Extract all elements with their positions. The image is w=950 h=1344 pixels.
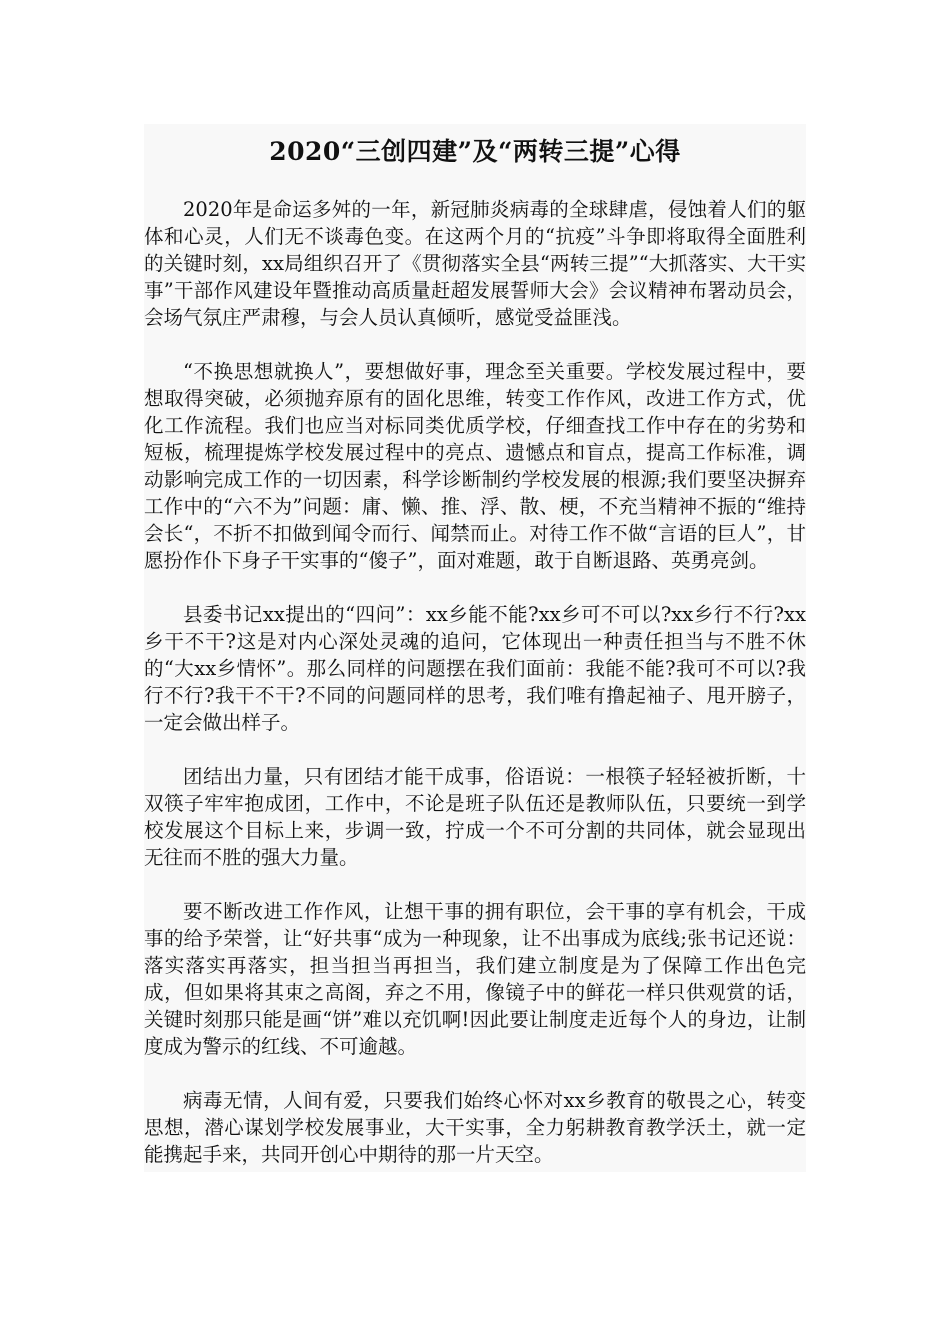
paragraph-1: 2020年是命运多舛的一年，新冠肺炎病毒的全球肆虐，侵蚀着人们的躯体和心灵，人们无不谈毒色变。在这两个月的“抗疫”斗争即将取得全面胜利的关键时刻，xx局组织召开了《贯彻落实全县“两转三提”“大抓落实、大干实事”干部作风建设年暨推动高质量赶超发展誓师大会》会议精神布署动员会，会场气氛庄严肃穆，与会人员认真倾听，感觉受益匪浅。 xyxy=(144,198,806,329)
paragraph-4: 团结出力量，只有团结才能干成事，俗语说：一根筷子轻轻被折断，十双筷子牢牢抱成团，工作中，不论是班子队伍还是教师队伍，只要统一到学校发展这个目标上来，步调一致，拧成一个不可分割的共同体，就会显现出无往而不胜的强大力量。 xyxy=(144,765,806,869)
document-page xyxy=(144,124,806,1172)
paragraph-2: “不换思想就换人”，要想做好事，理念至关重要。学校发展过程中，要想取得突破，必须抛弃原有的固化思维，转变工作作风，改进工作方式，优化工作流程。我们也应当对标同类优质学校，仔细查找工作中存在的劣势和短板，梳理提炼学校发展过程中的亮点、遗憾点和盲点，提高工作标准，调动影响完成工作的一切因素，科学诊断制约学校发展的根源;我们要坚决摒弃工作中的“六不为”问题：庸、懒、推、浮、散、梗，不充当精神不振的“维持会长“，不折不扣做到闻令而行、闻禁而止。对待工作不做“言语的巨人”，甘愿扮作仆下身子干实事的“傻子”，面对难题，敢于自断退路、英勇亮剑。 xyxy=(144,360,806,572)
paragraph-6: 病毒无情，人间有爱，只要我们始终心怀对xx乡教育的敬畏之心，转变思想，潜心谋划学校发展事业，大干实事，全力躬耕教育教学沃土，就一定能携起手来，共同开创心中期待的那一片天空。 xyxy=(144,1089,806,1166)
document-title: 2020“三创四建”及“两转三提”心得 xyxy=(269,137,681,166)
paragraph-5: 要不断改进工作作风，让想干事的拥有职位，会干事的享有机会，干成事的给予荣誉，让“好共事“成为一种现象，让不出事成为底线;张书记还说：落实落实再落实，担当担当再担当，我们建立制度是为了保障工作出色完成，但如果将其束之高阁，弃之不用，像镜子中的鲜花一样只供观赏的话，关键时刻那只能是画“饼”难以充饥啊!因此要让制度走近每个人的身边，让制度成为警示的红线、不可逾越。 xyxy=(144,900,806,1058)
paragraph-3: 县委书记xx提出的“四问”：xx乡能不能?xx乡可不可以?xx乡行不行?xx乡干不干?这是对内心深处灵魂的追问，它体现出一种责任担当与不胜不休的“大xx乡情怀”。那么同样的问题摆在我们面前：我能不能?我可不可以?我行不行?我干不干?不同的问题同样的思考，我们唯有撸起袖子、甩开膀子，一定会做出样子。 xyxy=(144,603,806,734)
